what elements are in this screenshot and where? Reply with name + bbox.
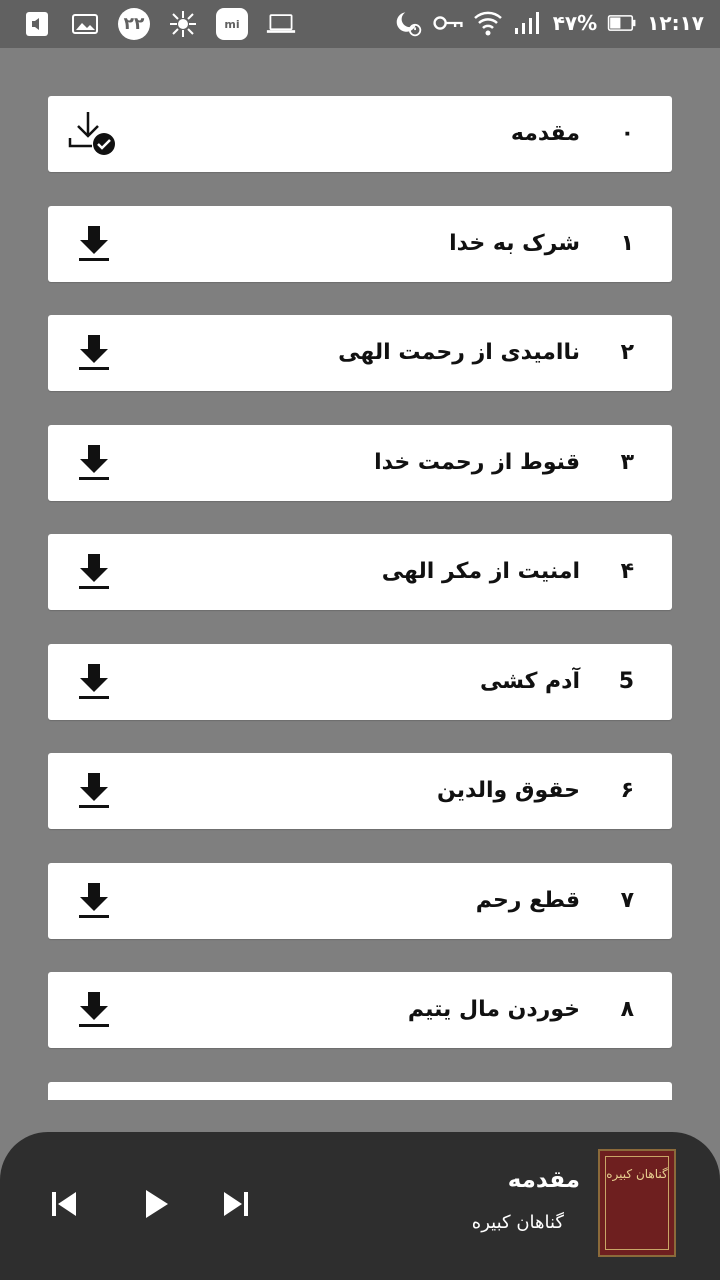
chapter-number: ۸ [620, 997, 634, 1022]
chapter-item[interactable] [48, 972, 672, 1048]
next-button[interactable] [216, 1184, 256, 1224]
chapter-number: ۳ [620, 449, 634, 475]
mini-player[interactable] [0, 1132, 720, 1280]
downloaded-check-icon[interactable] [66, 110, 118, 156]
chapter-title: آدم کشی [479, 668, 580, 694]
chapter-number: 5 [618, 668, 634, 694]
chapter-number: ۶ [620, 778, 634, 803]
chapter-title: قنوط از رحمت خدا [374, 449, 580, 475]
chapter-number: ۲ [620, 340, 634, 365]
image-icon [70, 9, 100, 39]
download-icon[interactable] [74, 333, 114, 373]
notification-count-badge: ۲۲ [118, 8, 150, 40]
chapter-title: امنیت از مکر الهی [381, 559, 580, 584]
audio-book-icon [22, 9, 52, 39]
chapter-item[interactable] [48, 863, 672, 939]
chapter-number: ۱ [620, 230, 634, 256]
chapter-title: شرک به خدا [449, 230, 580, 256]
chapter-item[interactable] [48, 315, 672, 391]
system-icons [393, 8, 704, 38]
clock: ۱۲:۱۷ [647, 11, 704, 35]
chapter-item[interactable] [48, 644, 672, 720]
track-title: مقدمه [507, 1167, 580, 1193]
signal-icon [513, 8, 543, 38]
chapter-item[interactable] [48, 96, 672, 172]
cover-title: گناهان کبیره [606, 1167, 668, 1181]
chapter-item[interactable] [48, 534, 672, 610]
download-icon[interactable] [74, 224, 114, 264]
chapter-item[interactable] [48, 753, 672, 829]
chapter-number: ۰ [620, 121, 634, 146]
battery-percent: ۴۷% [552, 11, 598, 35]
chapter-number: ۴ [620, 559, 634, 584]
download-icon[interactable] [74, 552, 114, 592]
network-icon [168, 9, 198, 39]
previous-button[interactable] [44, 1184, 84, 1224]
chapter-title: حقوق والدین [436, 778, 580, 803]
chapter-item[interactable] [48, 206, 672, 282]
chapter-title: قطع رحم [475, 887, 580, 913]
wifi-icon [473, 8, 503, 38]
chapter-item-partial[interactable] [48, 1082, 672, 1101]
chapter-title: خوردن مال یتیم [407, 997, 580, 1022]
mi-app-icon: mi [216, 8, 248, 40]
battery-icon [607, 8, 637, 38]
chapter-title: مقدمه [510, 121, 580, 146]
status-bar [0, 0, 720, 48]
album-cover[interactable] [598, 1149, 676, 1257]
do-not-disturb-alarm-icon [393, 8, 423, 38]
laptop-icon [266, 9, 296, 39]
track-subtitle: گناهان کبیره [471, 1212, 564, 1233]
play-button[interactable] [136, 1184, 176, 1224]
download-icon[interactable] [74, 990, 114, 1030]
download-icon[interactable] [74, 881, 114, 921]
notification-icons [22, 8, 296, 40]
chapter-item[interactable] [48, 425, 672, 501]
chapter-number: ۷ [620, 887, 634, 913]
download-icon[interactable] [74, 443, 114, 483]
download-icon[interactable] [74, 771, 114, 811]
chapter-title: ناامیدی از رحمت الهی [338, 340, 580, 365]
download-icon[interactable] [74, 662, 114, 702]
vpn-key-icon [433, 8, 463, 38]
chapter-list[interactable] [48, 96, 672, 1100]
